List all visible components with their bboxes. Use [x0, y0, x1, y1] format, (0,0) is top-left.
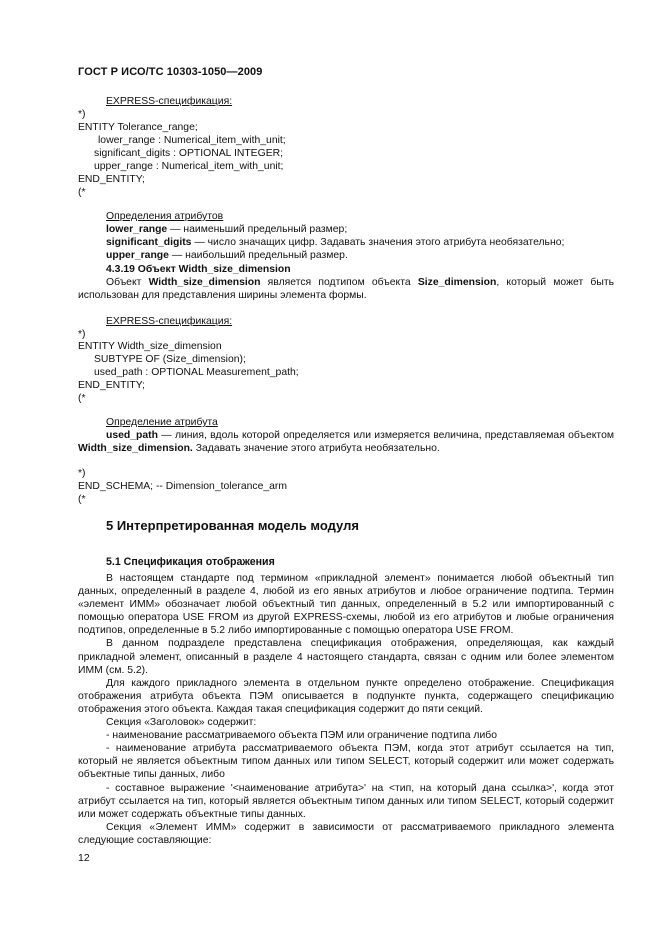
used-path-definition: used_path — линия, вдоль которой определяется или измеряется величина, представляемая объектом Width_size_dimension. Задавать значение этого атрибута необязательно.: [78, 430, 614, 455]
code-line: (*: [78, 187, 86, 198]
attr-text: — наибольший предельный размер.: [168, 250, 348, 261]
attr-text: — наименьший предельный размер;: [167, 224, 348, 235]
attr-name: upper_range: [106, 250, 169, 261]
page-number: 12: [78, 852, 90, 864]
code-line: *): [78, 109, 86, 120]
attr-definition: [106, 249, 348, 262]
attr-definitions-heading: Определения атрибутов: [106, 211, 224, 222]
attr-name: lower_range: [106, 224, 168, 235]
code-line: END_ENTITY;: [78, 174, 145, 185]
code-line: SUBTYPE OF (Size_dimension);: [94, 354, 246, 365]
paragraph: В данном подразделе представлена спецификация отображения, определяющая, как каждый прикладной элемент, описанный в разделе 4 настоящего стандарта, связан с одним или более элементом ИММ (см. 5.2).: [78, 638, 614, 676]
code-line: END_SCHEMA; -- Dimension_tolerance_arm: [78, 481, 288, 492]
attr-definition-heading: Определение атрибута: [106, 417, 218, 428]
code-line: significant_digits : OPTIONAL INTEGER;: [94, 148, 284, 159]
paragraph: Для каждого прикладного элемента в отдельном пункте определено отображение. Спецификация отображения атрибута объекта ПЭМ описывается в подпункте пункта, содержащего спецификацию отображения этого объекта. Каждая такая спецификация содержит до пяти секций.: [78, 677, 614, 715]
section-5-1-title: 5.1 Спецификация отображения: [106, 556, 275, 568]
list-item: - наименование рассматриваемого объекта ПЭМ или ограничение подтипа либо: [106, 730, 498, 742]
attr-text: — число значащих цифр. Задавать значения этого атрибута необязательно;: [191, 237, 565, 248]
code-line: lower_range : Numerical_item_with_unit;: [98, 135, 286, 146]
document-header: ГОСТ Р ИСО/ТС 10303-1050—2009: [78, 66, 263, 78]
section-4-3-19-paragraph: Объект Width_size_dimension является подтипом объекта Size_dimension, который может быть использован для представления ширины элемента формы.: [78, 277, 614, 302]
express-spec-label: EXPRESS-спецификация:: [106, 96, 233, 107]
code-line: ENTITY Width_size_dimension: [78, 341, 222, 352]
code-line: (*: [78, 494, 86, 505]
code-line: *): [78, 468, 86, 479]
section-5-1-body: [78, 572, 614, 847]
code-line: ENTITY Tolerance_range;: [78, 122, 198, 133]
code-line: upper_range : Numerical_item_with_unit;: [94, 161, 284, 172]
attr-definition: [106, 236, 564, 249]
section-5-title: 5 Интерпретированная модель модуля: [106, 518, 359, 533]
section-4-3-19-title: 4.3.19 Объект Width_size_dimension: [106, 264, 291, 275]
paragraph: В настоящем стандарте под термином «прикладной элемент» понимается любой объектный тип данных, определенный в разделе 4, любой из его явных атрибутов и любое ограничение подтипа. Термин «элемент ИММ» обозначает любой объектный тип данных, определенный в 5.2 или импортированный с помощью оператора USE FROM из другой EXPRESS-схемы, любой из его атрибутов и любые ограничения подтипов, определенные в 5.2 либо импортированные с помощью оператора USE FROM.: [78, 573, 614, 637]
code-line: (*: [78, 393, 86, 404]
code-line: *): [78, 329, 86, 340]
attr-definition: [106, 223, 347, 236]
code-line: END_ENTITY;: [78, 380, 145, 391]
paragraph: Секция «Заголовок» содержит:: [106, 717, 257, 729]
list-item: - наименование атрибута рассматриваемого объекта ПЭМ, когда этот атрибут ссылается на тип, который не является объектным типом данных или типом SELECT, который содержит или может содержать объектные типы данных, либо: [78, 743, 614, 781]
express-spec-label: EXPRESS-спецификация:: [106, 316, 233, 327]
code-line: used_path : OPTIONAL Measurement_path;: [94, 367, 299, 378]
list-item: - составное выражение '<наименование атрибута>' на <тип, на который дана ссылка>', когда этот атрибут ссылается на тип, который является объектным типом данных или типом SELECT, который содержит или может содержать объектные типы данных.: [78, 782, 614, 820]
paragraph: Секция «Элемент ИММ» содержит в зависимости от рассматриваемого прикладного элемента следующие составляющие:: [78, 821, 614, 846]
attr-name: significant_digits: [106, 237, 192, 248]
